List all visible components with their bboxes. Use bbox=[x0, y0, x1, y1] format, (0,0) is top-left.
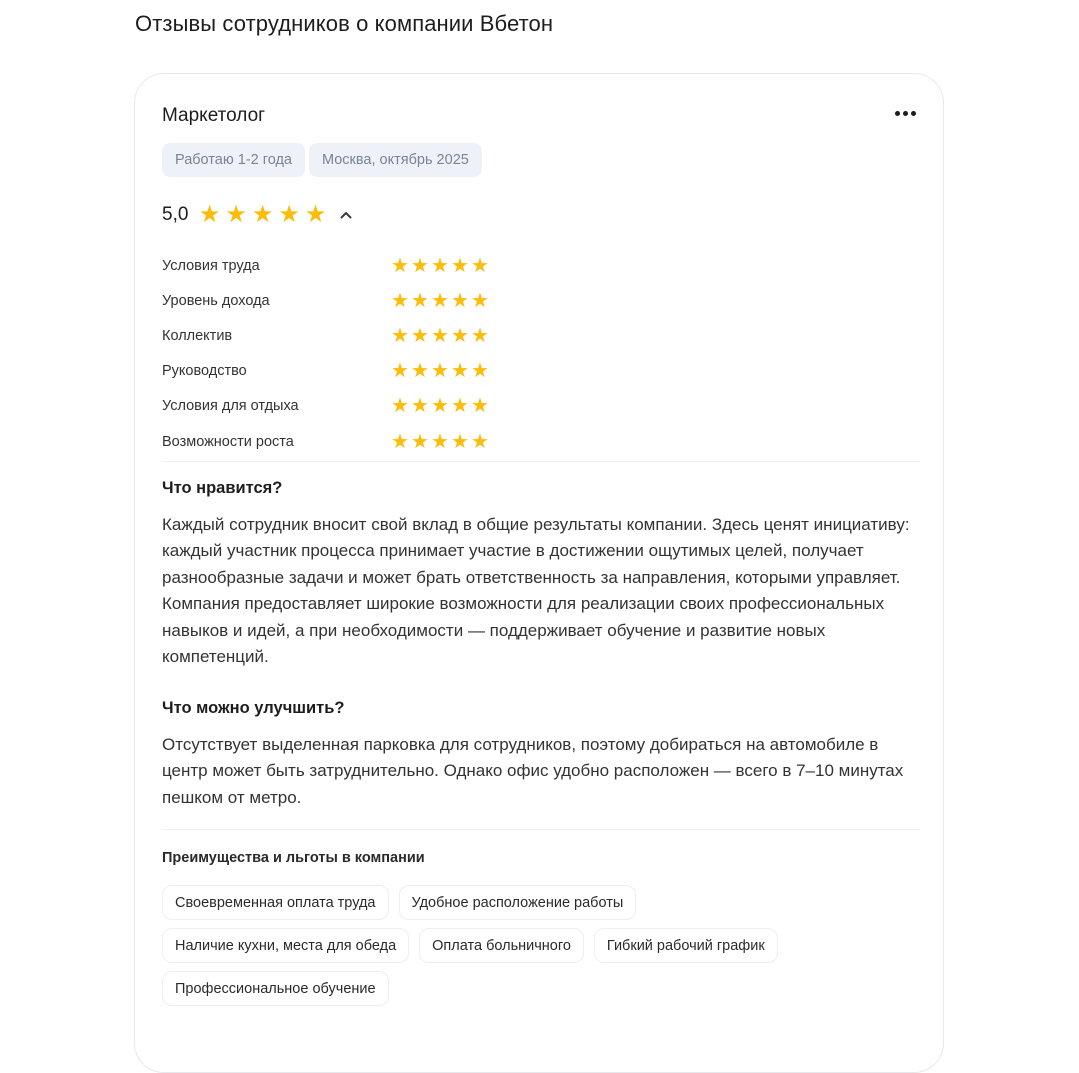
more-horizontal-icon bbox=[911, 111, 916, 116]
star-icon: ★ bbox=[391, 360, 409, 383]
star-icon: ★ bbox=[198, 201, 221, 228]
star-icon: ★ bbox=[411, 360, 429, 383]
star-icon: ★ bbox=[431, 395, 449, 418]
star-icon: ★ bbox=[391, 430, 409, 453]
rating-row bbox=[162, 318, 922, 353]
star-icon: ★ bbox=[431, 254, 449, 277]
star-icon: ★ bbox=[451, 430, 469, 453]
perk-chip[interactable]: Своевременная оплата труда bbox=[162, 885, 389, 920]
star-icon: ★ bbox=[471, 360, 489, 383]
star-icon: ★ bbox=[304, 201, 327, 228]
review-tags bbox=[162, 143, 482, 177]
star-icon: ★ bbox=[451, 360, 469, 383]
overall-rating bbox=[162, 202, 353, 228]
overall-score: 5,0 bbox=[162, 204, 189, 225]
rating-label: Возможности роста bbox=[162, 433, 294, 450]
star-icon: ★ bbox=[451, 254, 469, 277]
review-card bbox=[134, 73, 944, 1073]
rating-breakdown bbox=[162, 248, 922, 459]
star-icon: ★ bbox=[431, 360, 449, 383]
star-icon: ★ bbox=[391, 395, 409, 418]
star-icon: ★ bbox=[411, 254, 429, 277]
star-icon: ★ bbox=[451, 395, 469, 418]
chevron-up-icon bbox=[340, 211, 352, 219]
star-icon: ★ bbox=[225, 201, 247, 228]
tag-experience: Работаю 1-2 года bbox=[162, 143, 305, 177]
improve-title: Что можно улучшить? bbox=[162, 699, 345, 717]
divider bbox=[162, 461, 920, 462]
overall-stars bbox=[196, 202, 329, 228]
divider bbox=[162, 829, 920, 830]
likes-text: Каждый сотрудник вносит свой вклад в общие результаты компании. Здесь ценят инициативу: каждый участник процесса принимает участие в достижении ощутимых целей, получает разнообразные задачи и может брать ответственность за направления, которыми управляет. Компания предоставляет широкие возможности для реализации своих профессиональных навыков и идей, а при необходимости — поддерживает обучение и развитие новых компетенций. bbox=[162, 515, 910, 667]
star-icon: ★ bbox=[471, 430, 489, 453]
star-icon: ★ bbox=[431, 430, 449, 453]
rating-label: Уровень дохода bbox=[162, 292, 270, 309]
rating-row bbox=[162, 354, 922, 389]
star-icon: ★ bbox=[278, 201, 300, 228]
star-icon: ★ bbox=[411, 395, 429, 418]
improve-text: Отсутствует выделенная парковка для сотрудников, поэтому добираться на автомобиле в центр может быть затруднительно. Однако офис удобно расположен — всего в 7–10 минутах пешком от метро. bbox=[162, 735, 904, 807]
perk-chip[interactable]: Удобное расположение работы bbox=[399, 885, 637, 920]
rating-label: Условия труда bbox=[162, 257, 260, 274]
star-icon: ★ bbox=[451, 289, 469, 312]
rating-stars bbox=[390, 290, 490, 312]
star-icon: ★ bbox=[411, 430, 429, 453]
rating-row bbox=[162, 248, 922, 283]
likes-title: Что нравится? bbox=[162, 479, 283, 497]
page-title: Отзывы сотрудников о компании Вбетон bbox=[135, 11, 554, 36]
rating-stars bbox=[390, 325, 490, 347]
more-horizontal-icon bbox=[895, 111, 900, 116]
tag-location-date: Москва, октябрь 2025 bbox=[309, 143, 482, 177]
perk-chip[interactable]: Профессиональное обучение bbox=[162, 971, 389, 1006]
collapse-ratings-button[interactable] bbox=[339, 208, 353, 222]
more-options-button[interactable] bbox=[892, 102, 918, 124]
star-icon: ★ bbox=[411, 289, 429, 312]
star-icon: ★ bbox=[471, 324, 489, 347]
perk-chip[interactable]: Гибкий рабочий график bbox=[594, 928, 778, 963]
star-icon: ★ bbox=[471, 395, 489, 418]
rating-stars bbox=[390, 360, 490, 382]
star-icon: ★ bbox=[451, 324, 469, 347]
rating-row bbox=[162, 389, 922, 424]
star-icon: ★ bbox=[391, 324, 409, 347]
star-icon: ★ bbox=[471, 289, 489, 312]
star-icon: ★ bbox=[471, 254, 489, 277]
star-icon: ★ bbox=[391, 254, 409, 277]
rating-stars bbox=[390, 431, 490, 453]
rating-label: Условия для отдыха bbox=[162, 398, 299, 415]
rating-label: Коллектив bbox=[162, 327, 233, 344]
rating-row bbox=[162, 424, 922, 459]
rating-row bbox=[162, 283, 922, 318]
perks-list bbox=[162, 885, 862, 1006]
star-icon: ★ bbox=[391, 289, 409, 312]
perk-chip[interactable]: Наличие кухни, места для обеда bbox=[162, 928, 409, 963]
star-icon: ★ bbox=[431, 289, 449, 312]
perk-chip[interactable]: Оплата больничного bbox=[419, 928, 584, 963]
star-icon: ★ bbox=[411, 324, 429, 347]
perks-title: Преимущества и льготы в компании bbox=[162, 850, 425, 866]
star-icon: ★ bbox=[251, 201, 274, 228]
rating-stars bbox=[390, 395, 490, 417]
star-icon: ★ bbox=[431, 324, 449, 347]
more-horizontal-icon bbox=[903, 111, 908, 116]
rating-label: Руководство bbox=[162, 363, 247, 380]
rating-stars bbox=[390, 255, 490, 277]
review-job-title: Маркетолог bbox=[162, 105, 266, 126]
